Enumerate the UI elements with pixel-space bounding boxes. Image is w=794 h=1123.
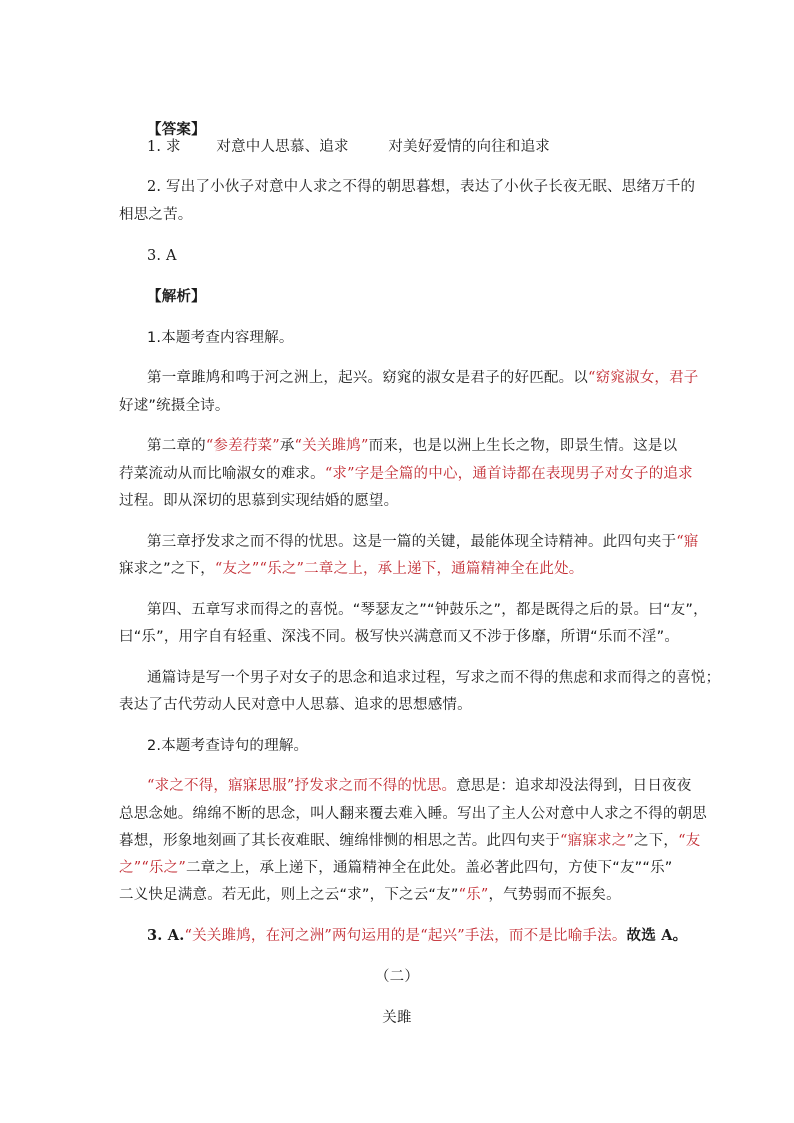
analysis-p1-line1: 第一章雎鸠和鸣于河之洲上，起兴。窈窕的淑女是君子的好匹配。以“窈窕淑女，君子 — [147, 370, 699, 386]
analysis-p5-line2: 表达了古代劳动人民对意中人思慕、追求的思想感情。 — [119, 697, 472, 713]
analysis-p6-line2: 总思念她。绵绵不断的思念，叫人翻来覆去难入睡。写出了主人公对意中人求之不得的朝思 — [119, 806, 707, 822]
analysis-p2-line2: 荇菜流动从而比喻淑女的难求。“求”字是全篇的中心，通首诗都在表现男子对女子的追求 — [119, 466, 693, 482]
answer-3: 3. A — [147, 248, 177, 264]
analysis-q1-title: 1.本题考查内容理解。 — [147, 330, 294, 346]
analysis-p3-line2: 寐求之”之下，“友之”“乐之”二章之上，承上递下，通篇精神全在此处。 — [119, 561, 584, 577]
section-two-heading: （二） — [374, 969, 420, 985]
analysis-p1-line2: 好逑”统摄全诗。 — [119, 398, 230, 414]
analysis-p2-line1: 第二章的“参差荇菜”承“关关雎鸠”而来，也是以洲上生长之物，即景生情。这是以 — [147, 438, 678, 454]
answer-2-line1: 2. 写出了小伙子对意中人求之不得的朝思暮想，表达了小伙子长夜无眠、思绪万千的 — [147, 179, 696, 195]
poem-title: 关雎 — [382, 1010, 412, 1026]
answer-2-line2: 相思之苦。 — [119, 207, 193, 223]
analysis-p4-line2: 曰“乐”，用字自有轻重、深浅不同。极写快兴满意而又不涉于侈靡，所谓“乐而不淫”。 — [119, 629, 680, 645]
analysis-q2-title: 2.本题考查诗句的理解。 — [147, 738, 309, 754]
analysis-heading: 【解析】 — [147, 289, 206, 305]
answer-heading: 【答案】 — [147, 122, 206, 138]
analysis-p4-line1: 第四、五章写求而得之的喜悦。“琴瑟友之”“钟鼓乐之”，都是既得之后的景。曰“友”， — [147, 602, 708, 618]
analysis-a3-line: 3. A.“关关雎鸠，在河之洲”两句运用的是“起兴”手法，而不是比喻手法。故选 A。 — [147, 927, 688, 944]
analysis-p6-line4: 之”“乐之”二章之上，承上递下，通篇精神全在此处。盖必著此四句，方使下“友”“乐” — [119, 860, 673, 876]
analysis-p6-line1: “求之不得，寤寐思服”抒发求之而不得的忧思。意思是：追求却没法得到，日日夜夜 — [147, 778, 692, 794]
analysis-p2-line3: 过程。即从深切的思慕到实现结婚的愿望。 — [119, 493, 399, 509]
analysis-p6-line5: 二义快足满意。若无此，则上之云“求”，下之云“友”“乐”，气势弱而不振矣。 — [119, 887, 621, 903]
analysis-p5-line1: 通篇诗是写一个男子对女子的思念和追求过程，写求之而不得的焦虑和求而得之的喜悦； — [147, 670, 721, 686]
analysis-p3-line1: 第三章抒发求之而不得的忧思。这是一篇的关键，最能体现全诗精神。此四句夹于“寤 — [147, 534, 699, 550]
analysis-p6-line3: 暮想，形象地刻画了其长夜难眠、缠绵悱恻的相思之苦。此四句夹于“寤寐求之”之下，“友 — [119, 833, 701, 849]
answer-1: 1. 求 对意中人思慕、追求 对美好爱情的向往和追求 — [147, 139, 551, 155]
